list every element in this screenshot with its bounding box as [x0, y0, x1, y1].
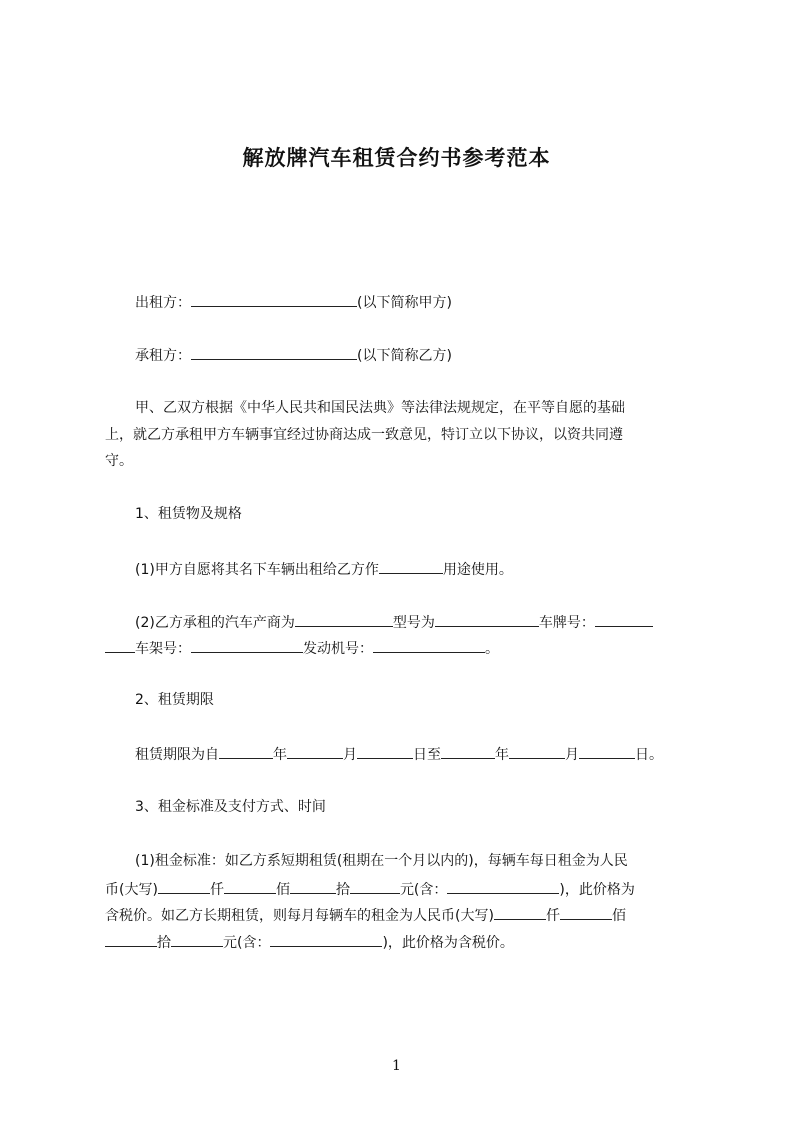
qian-blank [158, 881, 210, 894]
end-month-blank [509, 746, 565, 759]
section-2-heading: 2、租赁期限 [135, 692, 214, 708]
model-blank [435, 614, 539, 627]
rent-line-4 [105, 934, 705, 950]
plate-label: 车牌号： [538, 615, 595, 631]
lease-term-line [135, 746, 735, 762]
engine-blank [373, 640, 485, 653]
rent-2-bai: 佰 [275, 882, 290, 898]
document-title: 解放牌汽车租赁合约书参考范本 [242, 146, 551, 170]
preamble-line-3: 守。 [105, 453, 133, 469]
rent-4-yuan: 元(含： [223, 935, 271, 951]
rent-2-end: )，此价格为 [559, 882, 635, 898]
yuan-blank [350, 881, 400, 894]
preamble-line-2: 上，就乙方承租甲方车辆事宜经过协商达成一致意见，特订立以下协议，以资共同遵 [105, 427, 623, 443]
section-1-heading: 1、租赁物及规格 [135, 506, 242, 522]
term-month-2: 月 [565, 747, 579, 763]
plate-blank-continued [105, 640, 135, 653]
tax-blank [447, 881, 559, 894]
rent-4-end: )，此价格为含税价。 [382, 935, 514, 951]
rent-3-bai: 佰 [611, 908, 626, 924]
plate-blank [595, 614, 653, 627]
preamble-line-1: 甲、乙双方根据《中华人民共和国民法典》等法律法规规定，在平等自愿的基础 [135, 400, 625, 416]
section-1-item-1 [135, 561, 735, 577]
lessor-line [135, 294, 735, 310]
frame-label: 车架号： [135, 641, 191, 657]
term-day-end: 日。 [635, 747, 663, 763]
item-1-suffix: 用途使用。 [442, 562, 513, 578]
item-2-prefix: (2)乙方承租的汽车产商为 [135, 615, 295, 631]
rent-2-start: 币(大写) [105, 882, 158, 898]
page-number: 1 [392, 1058, 401, 1074]
frame-blank [191, 640, 303, 653]
term-year: 年 [273, 747, 287, 763]
item-2-end: 。 [485, 641, 499, 657]
lessor-blank [191, 294, 357, 307]
term-start: 租赁期限为自 [135, 747, 219, 763]
manufacturer-blank [295, 614, 393, 627]
section-1-item-2-line-2 [105, 640, 705, 656]
rent-4-shi: 拾 [157, 935, 171, 951]
rent-line-3 [105, 907, 705, 923]
term-day-to: 日至 [413, 747, 441, 763]
end-year-blank [441, 746, 495, 759]
term-month: 月 [343, 747, 357, 763]
start-year-blank [219, 746, 273, 759]
term-year-2: 年 [495, 747, 509, 763]
rent-line-1: (1)租金标准：如乙方系短期租赁(租期在一个月以内的)，每辆车每日租金为人民 [135, 853, 628, 869]
lessor-label: 出租方： [135, 295, 191, 311]
lessee-label: 承租方： [135, 348, 191, 364]
start-month-blank [287, 746, 343, 759]
long-bai-blank [560, 907, 612, 920]
rent-3-start: 含税价。如乙方长期租赁，则每月每辆车的租金为人民币(大写) [105, 908, 494, 924]
item-1-prefix: (1)甲方自愿将其名下车辆出租给乙方作 [135, 562, 379, 578]
lessee-line [135, 347, 735, 363]
rent-2-shi: 拾 [335, 882, 350, 898]
long-yuan-blank [171, 934, 223, 947]
usage-blank [379, 561, 443, 574]
start-day-blank [357, 746, 413, 759]
model-label: 型号为 [392, 615, 435, 631]
long-shi-blank [105, 934, 157, 947]
long-qian-blank [494, 907, 546, 920]
shi-blank [290, 881, 336, 894]
lessee-suffix: (以下简称乙方) [357, 348, 452, 364]
end-day-blank [579, 746, 635, 759]
engine-label: 发动机号： [303, 641, 373, 657]
rent-3-qian: 仟 [545, 908, 560, 924]
rent-2-yuan: 元(含： [399, 882, 448, 898]
rent-2-qian: 仟 [209, 882, 224, 898]
rent-line-2 [105, 881, 705, 897]
long-tax-blank [270, 934, 382, 947]
section-3-heading: 3、租金标准及支付方式、时间 [135, 799, 326, 815]
bai-blank [224, 881, 276, 894]
lessee-blank [191, 347, 357, 360]
lessor-suffix: (以下简称甲方) [357, 295, 452, 311]
section-1-item-2-line-1 [135, 614, 735, 630]
